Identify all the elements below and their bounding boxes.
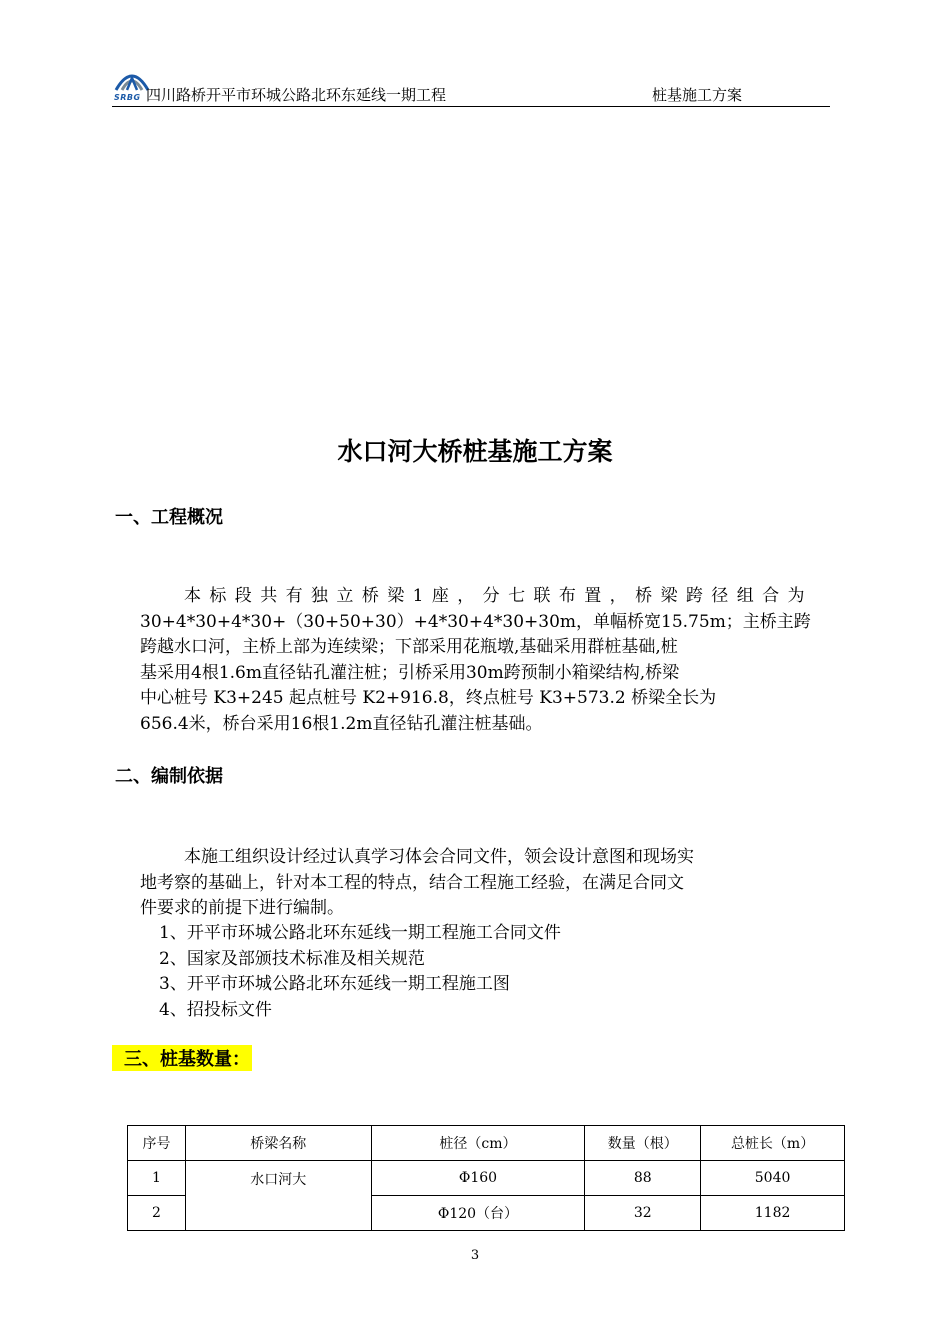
- basis-item-4: 4、招投标文件: [159, 1000, 272, 1020]
- cell-count: 88: [585, 1161, 701, 1196]
- section2-line-1: 本施工组织设计经过认真学习体会合同文件，领会设计意图和现场实: [184, 847, 694, 867]
- section2-body: [140, 845, 858, 922]
- section2-line-2: 地考察的基础上，针对本工程的特点，结合工程施工经验，在满足合同文: [140, 872, 684, 893]
- section2-line-3: 件要求的前提下进行编制。: [140, 898, 344, 918]
- section2-heading: 二、编制依据: [115, 766, 223, 787]
- section1-line-2: 30+4*30+4*30+（30+50+30）+4*30+4*30+30m，单幅桥宽15.75m；主桥主跨: [140, 611, 811, 632]
- basis-item-3: 3、开平市环城公路北环东延线一期工程施工图: [159, 974, 510, 994]
- section1-heading: 一、工程概况: [115, 507, 223, 528]
- page-header: [112, 68, 830, 107]
- col-header-no: 序号: [128, 1126, 186, 1161]
- logo-text: SRBG: [114, 93, 141, 102]
- cell-diameter: Φ120（台）: [371, 1196, 585, 1231]
- header-project-name: 四川路桥开平市环城公路北环东延线一期工程: [146, 86, 447, 104]
- pile-quantity-table: [127, 1125, 845, 1231]
- section1-line-4: 基采用4根1.6m直径钻孔灌注桩；引桥采用30m跨预制小箱梁结构,桥梁: [140, 662, 680, 683]
- header-doc-name: 桩基施工方案: [652, 86, 743, 104]
- section1-line-6: 656.4米，桥台采用16根1.2m直径钻孔灌注桩基础。: [140, 713, 543, 734]
- cell-bridge-name: 水口河大: [185, 1161, 371, 1231]
- section1-line-5: 中心桩号 K3+245 起点桩号 K2+916.8，终点桩号 K3+573.2 桥梁全长为: [140, 688, 717, 708]
- table-header-row: [128, 1126, 845, 1161]
- section3-heading: 三、桩基数量：: [112, 1045, 252, 1071]
- col-header-length: 总桩长（m）: [701, 1126, 845, 1161]
- section1-line-1: 本 标 段 共 有 独 立 桥 梁 1 座 ， 分 七 联 布 置 ， 桥 梁 跨 径 组 合 为: [184, 586, 807, 606]
- cell-diameter: Φ160: [371, 1161, 585, 1196]
- col-header-bridge: 桥梁名称: [185, 1126, 371, 1161]
- basis-item-1: 1、开平市环城公路北环东延线一期工程施工合同文件: [159, 923, 561, 943]
- page-number: 3: [470, 1248, 480, 1263]
- cell-length: 5040: [701, 1161, 845, 1196]
- basis-item-2: 2、国家及部颁技术标准及相关规范: [159, 949, 425, 969]
- document-title: 水口河大桥桩基施工方案: [337, 437, 613, 466]
- cell-count: 32: [585, 1196, 701, 1231]
- cell-length: 1182: [701, 1196, 845, 1231]
- section1-body: [140, 584, 858, 737]
- col-header-diameter: 桩径（cm）: [371, 1126, 585, 1161]
- table-row: [128, 1161, 845, 1196]
- col-header-count: 数量（根）: [585, 1126, 701, 1161]
- cell-no: 2: [128, 1196, 186, 1231]
- cell-no: 1: [128, 1161, 186, 1196]
- section1-line-3: 跨越水口河，主桥上部为连续梁；下部采用花瓶墩,基础采用群桩基础,桩: [140, 637, 678, 657]
